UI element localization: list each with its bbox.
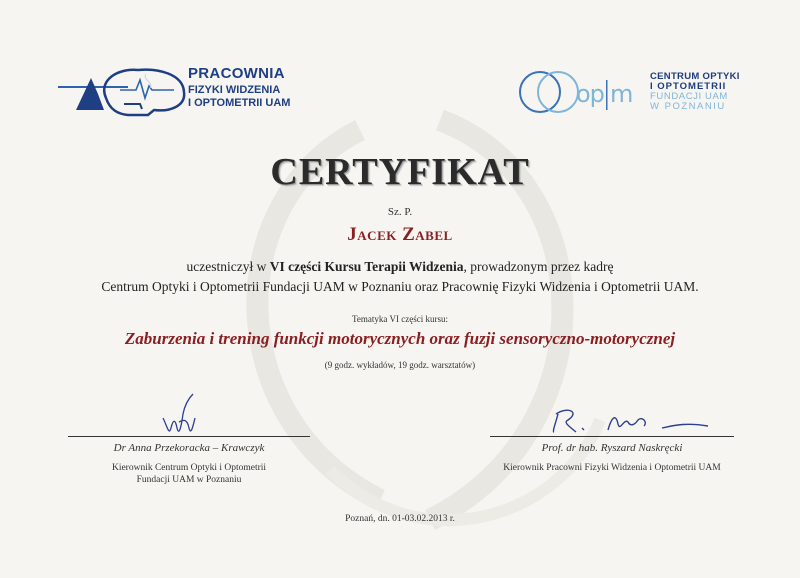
organizers-line: Centrum Optyki i Optometrii Fundacji UAM w Poznaniu oraz Pracownię Fizyki Widzenia i Optometrii UAM. [101,279,699,294]
signatory-left-name: Dr Anna Przekoracka – Krawczyk [113,442,265,454]
logo-left-line2: FIZYKI WIDZENIA [188,84,281,96]
logo-left-line3: I OPTOMETRII UAM [188,97,291,109]
logo-right-line2: I OPTOMETRII [650,80,727,92]
salutation: Sz. P. [387,206,413,218]
place-and-date: Poznań, dn. 01-03.02.2013 r. [345,514,455,524]
signatory-left-role-line1: Kierownik Centrum Optyki i Optometrii [111,463,267,473]
brain-eye-icon [58,60,193,120]
pracownia-logo [58,60,298,130]
participation-line [0,259,800,275]
signatory-left-role [68,463,310,487]
line1-post: , prowadzonym przez kadrę [463,259,614,274]
line1-pre: uczestniczył w [186,259,270,274]
optom-wordmark-icon [518,62,648,122]
signature-block-right [490,392,734,475]
course-topic: Zaburzenia i trening funkcji motorycznych oraz fuzji sensoryczno-motorycznej [124,329,676,348]
handwritten-signature-left [149,392,229,436]
centrum-optyki-logo [518,62,758,132]
handwritten-signature-right [512,392,712,436]
certificate-title: CERTYFIKAT [270,151,530,193]
course-hours: (9 godz. wykładów, 19 godz. warsztatów) [324,360,476,370]
signatory-right-name: Prof. dr hab. Ryszard Naskręcki [541,442,683,454]
logo-right-line4: W POZNANIU [650,100,726,112]
logo-right-line1: CENTRUM OPTYKI [650,71,740,82]
signatory-right-role: Kierownik Pracowni Fizyki Widzenia i Optometrii UAM [503,463,721,473]
recipient-name: Jacek Zabel [347,224,453,245]
svg-text:m: m [610,80,633,108]
signatory-left-role-line2: Fundacji UAM w Poznaniu [136,474,242,485]
logo-left-line1: PRACOWNIA [188,65,285,82]
signature-line-left [68,436,310,437]
topic-label: Tematyka VI części kursu: [352,314,448,324]
course-part: VI części Kursu Terapii Widzenia [269,259,464,274]
logo-right-line3: FUNDACJI UAM [650,90,728,102]
signature-block-left [68,392,310,487]
svg-text:op: op [576,80,604,108]
signature-line-right [490,436,734,437]
